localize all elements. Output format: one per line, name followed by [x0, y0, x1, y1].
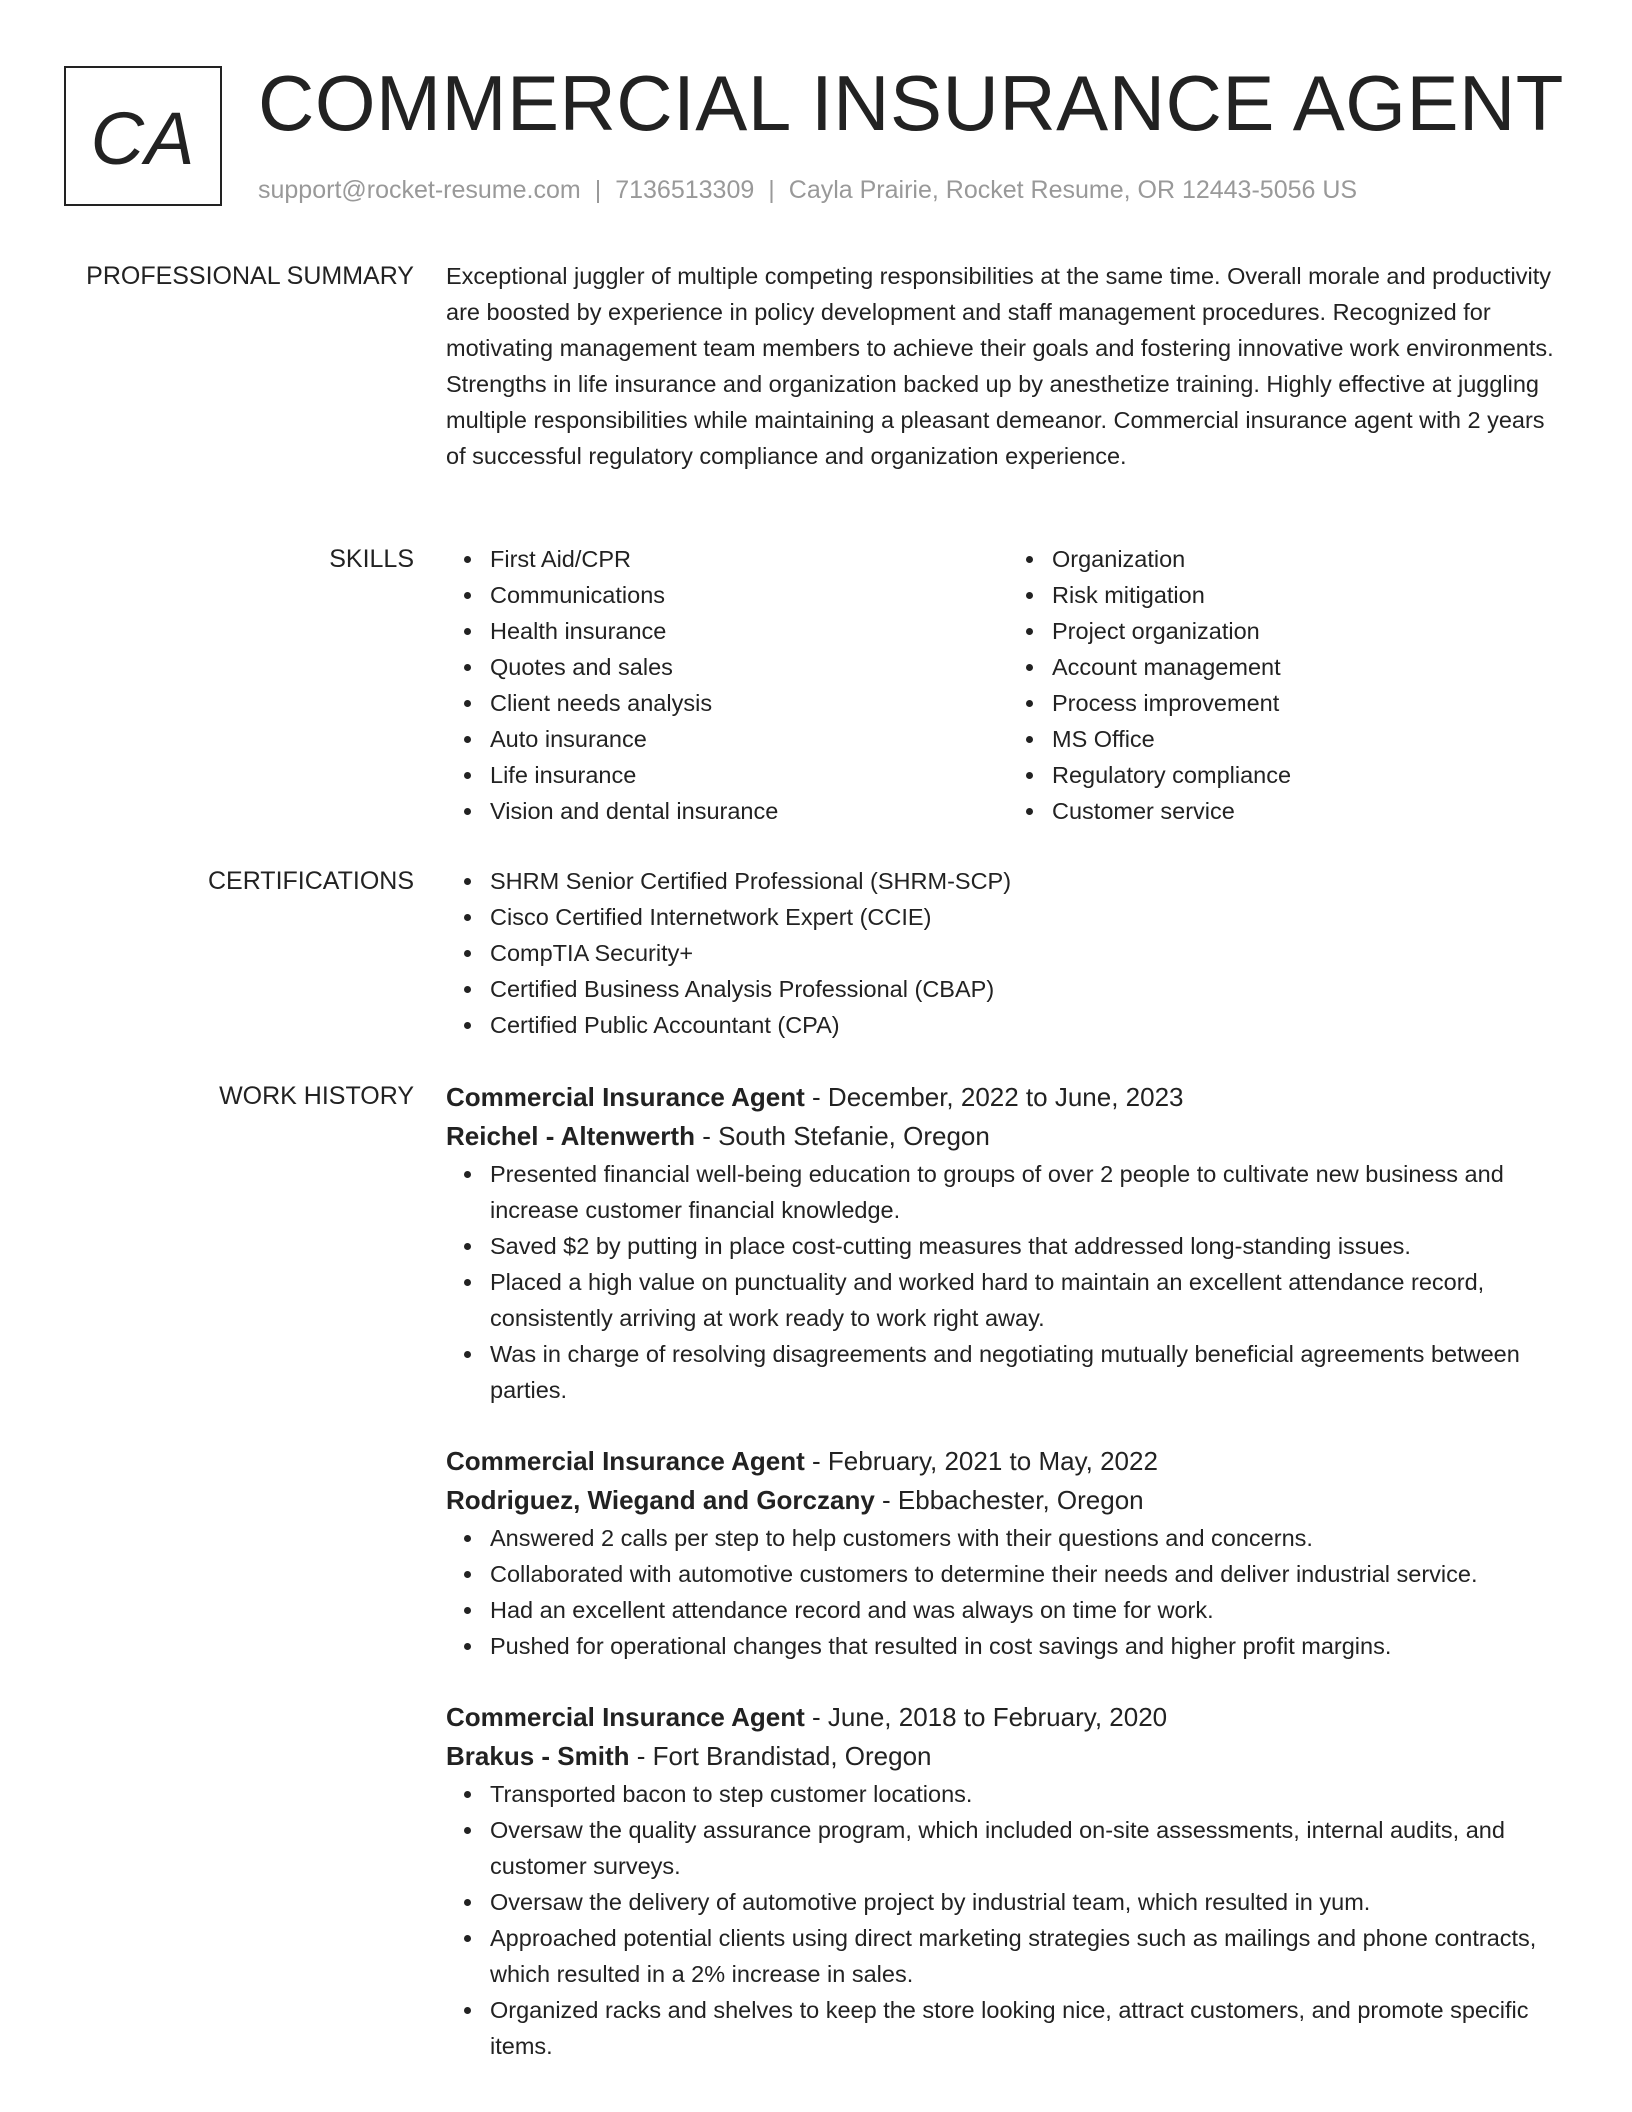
- job-dates: - February, 2021 to May, 2022: [804, 1446, 1158, 1476]
- skill-item: Process improvement: [1052, 685, 1570, 721]
- job-company: Reichel - Altenwerth: [446, 1121, 695, 1151]
- job-title-line: [446, 1698, 1570, 1737]
- job-bullet: Oversaw the quality assurance program, which included on-site assessments, internal audits, and customer surveys.: [490, 1812, 1570, 1884]
- contact-email[interactable]: support@rocket-resume.com: [258, 176, 581, 204]
- section-title-work-history: WORK HISTORY: [219, 1082, 414, 1110]
- job-bullet: Pushed for operational changes that resulted in cost savings and higher profit margins.: [490, 1628, 1570, 1664]
- summary-text: Exceptional juggler of multiple competing responsibilities at the same time. Overall morale and productivity are boosted by experience in policy development and staff management procedures. Recognized for motivating management team members to achieve their goals and fostering innovative work environments. Strengths in life insurance and organization backed up by anesthetize training. Highly effective at juggling multiple responsibilities while maintaining a pleasant demeanor. Commercial insurance agent with 2 years of successful regulatory compliance and organization experience.: [446, 263, 1554, 469]
- job-bullet: Answered 2 calls per step to help customers with their questions and concerns.: [490, 1520, 1570, 1556]
- skill-item: Communications: [490, 577, 1008, 613]
- certification-item: Certified Public Accountant (CPA): [490, 1007, 1570, 1043]
- skill-item: Vision and dental insurance: [490, 793, 1008, 829]
- job-bullet: Oversaw the delivery of automotive project by industrial team, which resulted in yum.: [490, 1884, 1570, 1920]
- job-location: - Ebbachester, Oregon: [874, 1485, 1144, 1515]
- job-bullet: Approached potential clients using direct marketing strategies such as mailings and phone contracts, which resulted in a 2% increase in sales.: [490, 1920, 1570, 1992]
- skill-item: Client needs analysis: [490, 685, 1008, 721]
- skill-item: First Aid/CPR: [490, 541, 1008, 577]
- job-bullet: Had an excellent attendance record and was always on time for work.: [490, 1592, 1570, 1628]
- job-bullet: Placed a high value on punctuality and worked hard to maintain an excellent attendance record, consistently arriving at work ready to work right away.: [490, 1264, 1570, 1336]
- job-bullet: Collaborated with automotive customers to determine their needs and deliver industrial service.: [490, 1556, 1570, 1592]
- certifications-list: [446, 863, 1570, 1043]
- job-company-line: [446, 1481, 1570, 1520]
- skills-list-right: [1008, 541, 1570, 829]
- job-company: Brakus - Smith: [446, 1741, 630, 1771]
- job-entry: [446, 1078, 1570, 1408]
- skill-item: Account management: [1052, 649, 1570, 685]
- certification-item: Cisco Certified Internetwork Expert (CCIE): [490, 899, 1570, 935]
- skill-item: Health insurance: [490, 613, 1008, 649]
- certification-item: CompTIA Security+: [490, 935, 1570, 971]
- skills-body: [446, 541, 1570, 829]
- job-bullet: Organized racks and shelves to keep the store looking nice, attract customers, and promote specific items.: [490, 1992, 1570, 2064]
- job-bullet: Transported bacon to step customer locations.: [490, 1776, 1570, 1812]
- skill-item: Auto insurance: [490, 721, 1008, 757]
- skill-item: Life insurance: [490, 757, 1008, 793]
- work-history-body: [446, 1078, 1570, 2098]
- contact-phone[interactable]: 7136513309: [615, 176, 755, 204]
- summary-body: [446, 258, 1570, 474]
- skill-item: Project organization: [1052, 613, 1570, 649]
- skill-item: Risk mitigation: [1052, 577, 1570, 613]
- job-entry: [446, 1698, 1570, 2064]
- job-bullet: Presented financial well-being education to groups of over 2 people to cultivate new business and increase customer financial knowledge.: [490, 1156, 1570, 1228]
- skills-list-left: [446, 541, 1008, 829]
- job-entry: [446, 1442, 1570, 1664]
- resume-title: COMMERCIAL INSURANCE AGENT: [258, 59, 1564, 147]
- job-dates: - June, 2018 to February, 2020: [804, 1702, 1168, 1732]
- job-bullet: Was in charge of resolving disagreements and negotiating mutually beneficial agreements between parties.: [490, 1336, 1570, 1408]
- skill-item: Regulatory compliance: [1052, 757, 1570, 793]
- job-title-line: [446, 1442, 1570, 1481]
- contact-separator: |: [768, 176, 775, 204]
- job-location: - Fort Brandistad, Oregon: [629, 1741, 932, 1771]
- job-company-line: [446, 1117, 1570, 1156]
- certifications-body: [446, 863, 1570, 1043]
- job-bullet-list: [446, 1520, 1570, 1664]
- section-title-skills: SKILLS: [329, 545, 414, 573]
- contact-separator: |: [594, 176, 602, 204]
- monogram-initials: CA: [90, 96, 196, 180]
- job-dates: - December, 2022 to June, 2023: [804, 1082, 1184, 1112]
- job-role: Commercial Insurance Agent: [446, 1082, 805, 1112]
- job-company: Rodriguez, Wiegand and Gorczany: [446, 1485, 875, 1515]
- monogram-box: [64, 66, 222, 206]
- contact-line: [258, 174, 1357, 206]
- job-bullet-list: [446, 1156, 1570, 1408]
- skills-columns: [446, 541, 1570, 829]
- job-role: Commercial Insurance Agent: [446, 1702, 805, 1732]
- certification-item: Certified Business Analysis Professional (CBAP): [490, 971, 1570, 1007]
- skill-item: Customer service: [1052, 793, 1570, 829]
- section-title-certifications: CERTIFICATIONS: [207, 867, 414, 895]
- job-bullet-list: [446, 1776, 1570, 2064]
- job-role: Commercial Insurance Agent: [446, 1446, 805, 1476]
- section-title-summary: PROFESSIONAL SUMMARY: [86, 262, 414, 290]
- skill-item: MS Office: [1052, 721, 1570, 757]
- skill-item: Quotes and sales: [490, 649, 1008, 685]
- job-title-line: [446, 1078, 1570, 1117]
- job-bullet: Saved $2 by putting in place cost-cutting measures that addressed long-standing issues.: [490, 1228, 1570, 1264]
- job-location: - South Stefanie, Oregon: [694, 1121, 990, 1151]
- contact-address: Cayla Prairie, Rocket Resume, OR 12443-5056 US: [788, 176, 1358, 204]
- skill-item: Organization: [1052, 541, 1570, 577]
- job-company-line: [446, 1737, 1570, 1776]
- certification-item: SHRM Senior Certified Professional (SHRM-SCP): [490, 863, 1570, 899]
